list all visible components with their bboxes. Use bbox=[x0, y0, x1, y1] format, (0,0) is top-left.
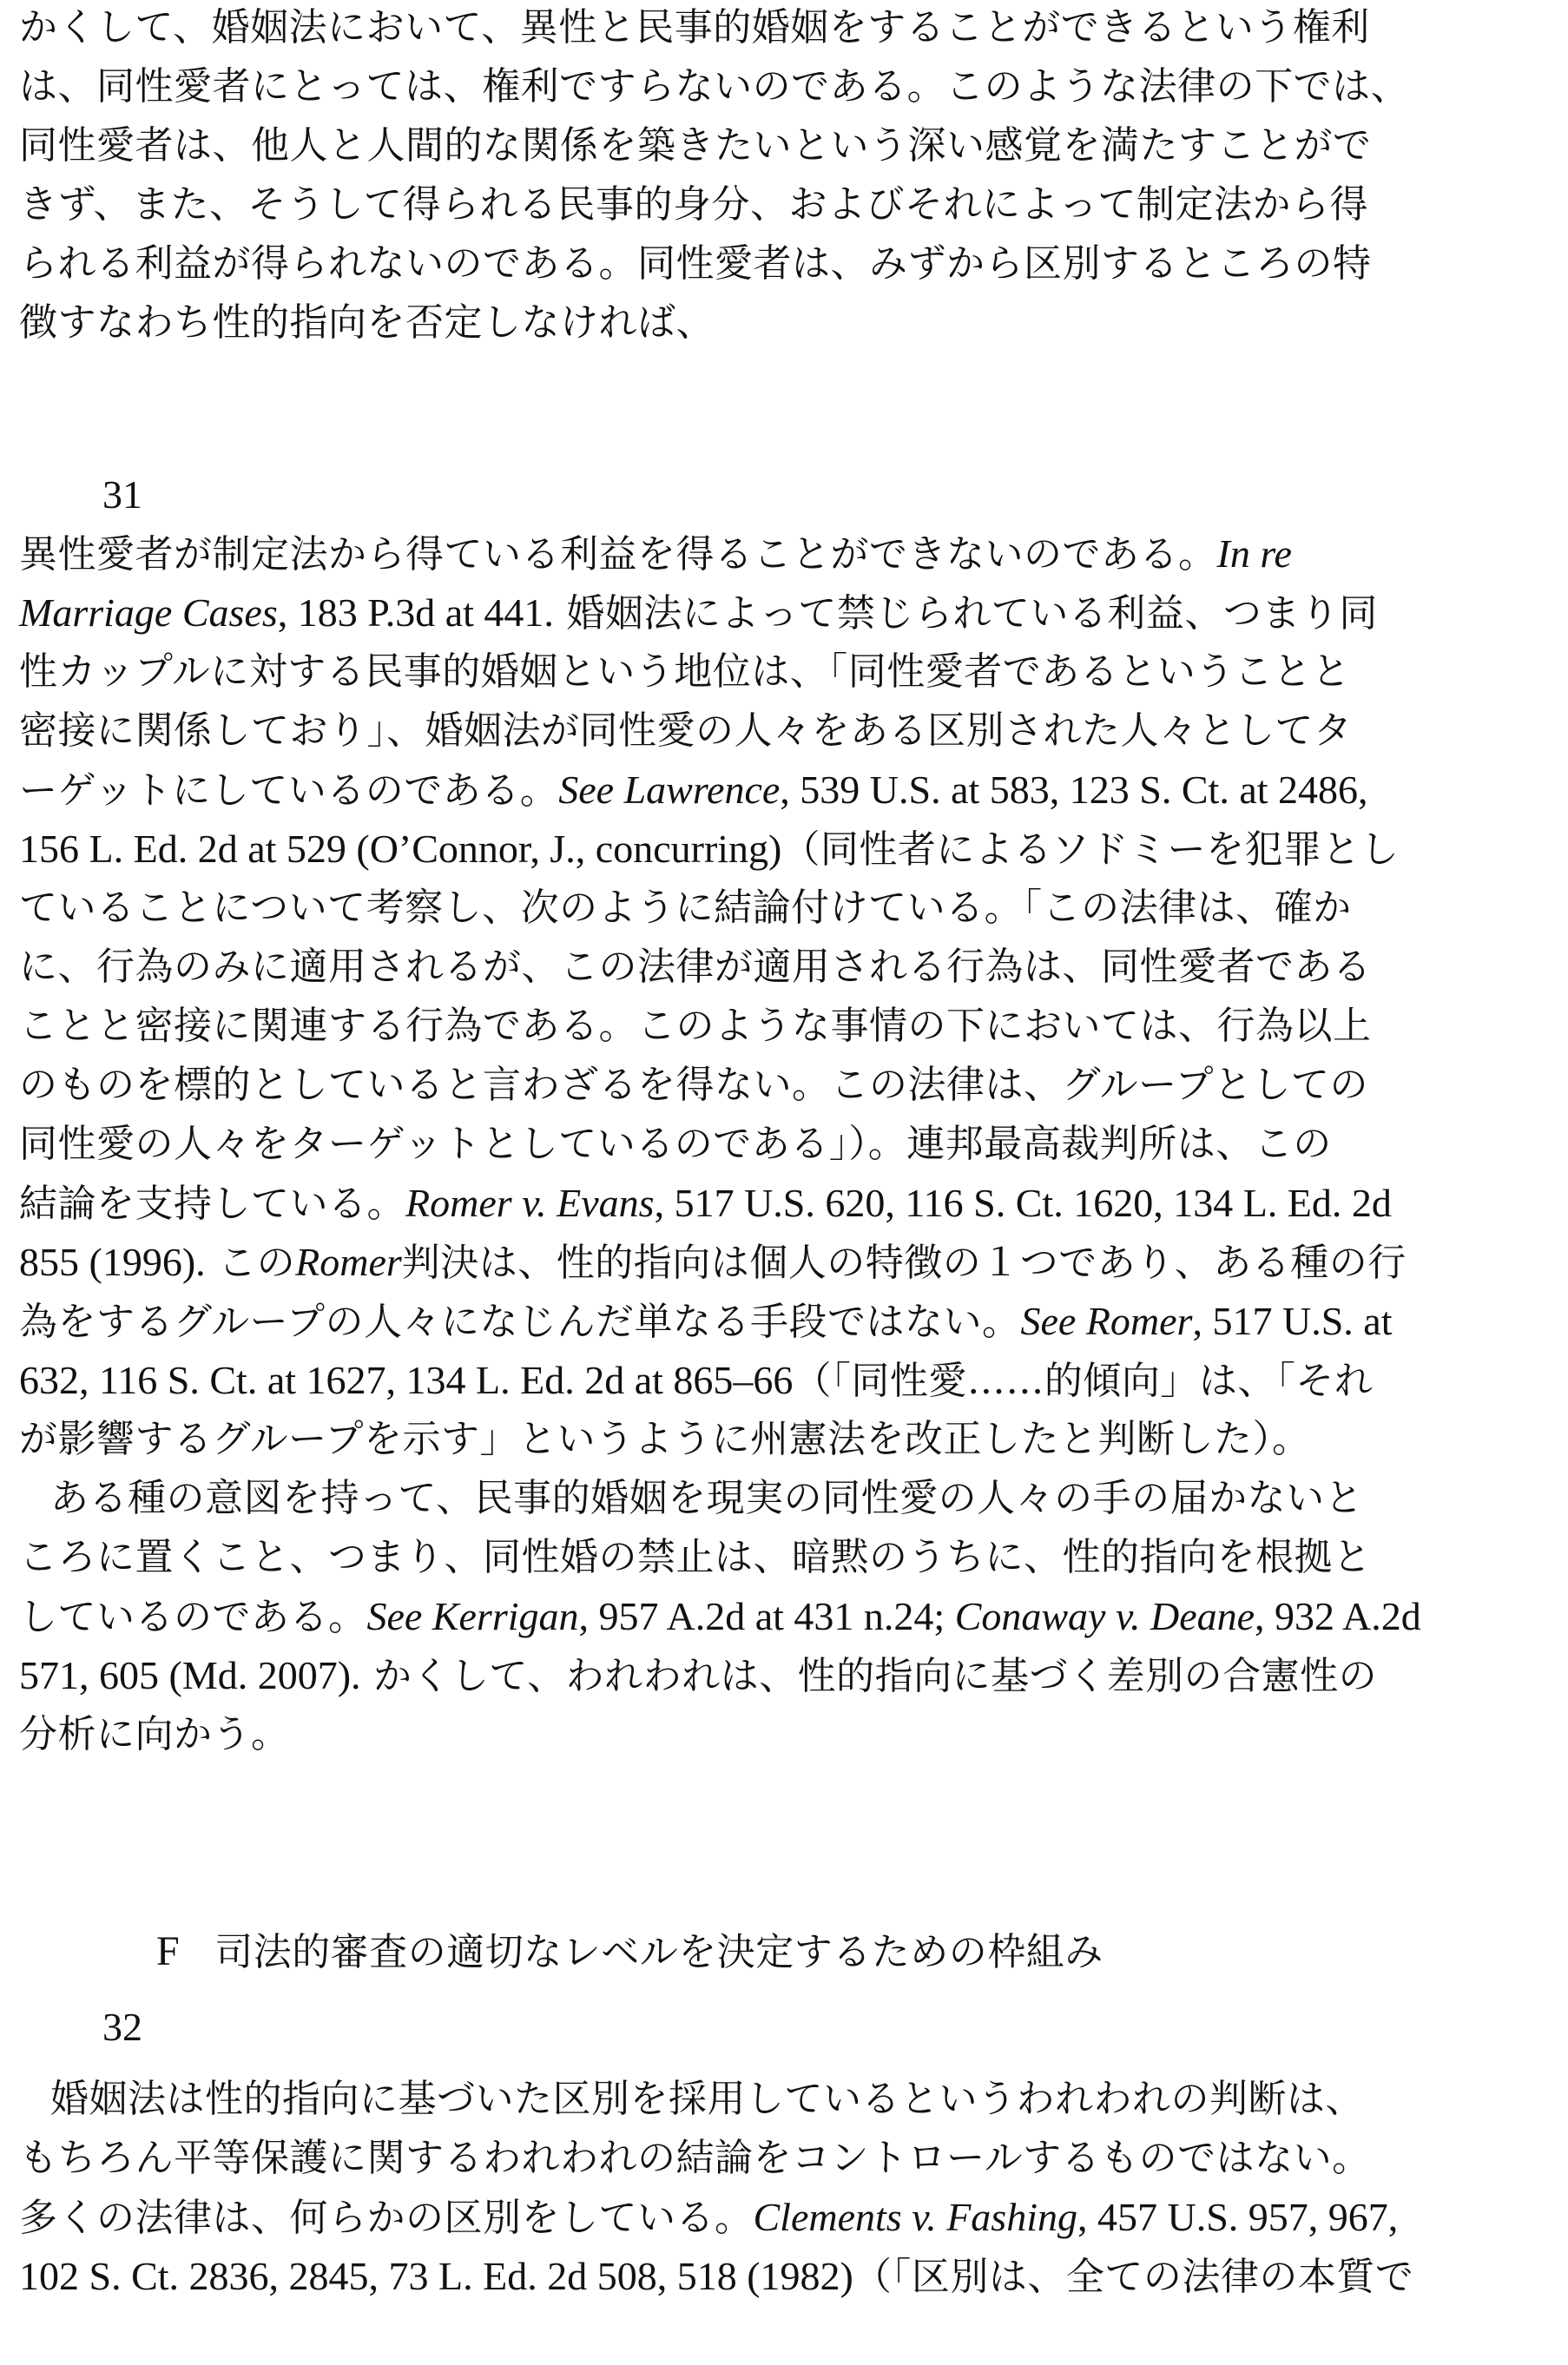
body-text: きず、また、そうして得られる民事的身分、およびそれによって制定法から得 bbox=[19, 182, 1368, 227]
text-line bbox=[19, 998, 1372, 1054]
citation-text: , 539 U.S. at 583, 123 S. Ct. at 2486, bbox=[780, 767, 1368, 812]
body-text: 為をするグループの人々になじんだ単なる手段ではない。 bbox=[19, 1300, 1021, 1344]
section-title: 司法的審査の適切なレベルを決定するための枠組み bbox=[214, 1930, 1104, 1974]
body-text: かくして、婚姻法において、異性と民事的婚姻をすることができるという権利 bbox=[19, 5, 1370, 49]
text-line bbox=[19, 703, 1353, 759]
body-text: 性カップルに対する民事的婚姻という地位は、「同性愛者であるということと bbox=[19, 649, 1351, 694]
body-text: （同性者によるソドミーを犯罪とし bbox=[781, 827, 1400, 872]
citation-text: , 183 P.3d at 441. bbox=[277, 590, 554, 635]
body-text: 密接に関係しており」、婚姻法が同性愛の人々をある区別された人々としてタ bbox=[19, 708, 1353, 753]
text-line bbox=[19, 821, 1400, 877]
text-line bbox=[19, 1353, 1373, 1408]
text-line bbox=[19, 1117, 1332, 1172]
text-line bbox=[19, 1530, 1372, 1585]
body-text: 判決は、性的指向は個人の特徴の１つであり、ある種の行 bbox=[401, 1241, 1407, 1285]
body-text: 結論を支持している。 bbox=[19, 1182, 405, 1226]
case-citation-name: Romer v. Evans bbox=[405, 1181, 655, 1225]
case-citation-name: In re bbox=[1216, 531, 1292, 576]
body-text: 同性愛の人々をターゲットとしているのである」）。連邦最高裁判所は、この bbox=[19, 1122, 1332, 1166]
body-text: 異性愛者が制定法から得ている利益を得ることができないのである。 bbox=[19, 532, 1217, 576]
text-line bbox=[19, 939, 1372, 995]
body-text: ころに置くこと、つまり、同性婚の禁止は、暗黙のうちに、性的指向を根拠と bbox=[19, 1535, 1372, 1579]
text-line bbox=[19, 1412, 1310, 1467]
case-citation-name: Marriage Cases bbox=[19, 590, 278, 635]
text-line bbox=[19, 1176, 1392, 1231]
text-line bbox=[50, 1471, 1363, 1526]
text-line bbox=[19, 1294, 1392, 1349]
text-line bbox=[19, 177, 1368, 233]
section-letter: F bbox=[156, 1928, 181, 1974]
body-text: は、同性愛者にとっては、権利ですらないのである。このような法律の下では、 bbox=[19, 64, 1410, 109]
text-line bbox=[19, 1589, 1421, 1644]
body-text: （「区別は、全ての法律の本質で bbox=[853, 2255, 1414, 2299]
text-line bbox=[19, 236, 1372, 292]
text-line bbox=[19, 644, 1350, 700]
section-heading-f bbox=[156, 1924, 1104, 1980]
citation-text: 855 (1996). bbox=[19, 1240, 206, 1284]
body-text: ーゲットにしているのである。 bbox=[19, 768, 559, 813]
citation-text: 632, 116 S. Ct. at 1627, 134 L. Ed. 2d at 865–66 bbox=[19, 1358, 794, 1402]
body-text: 同性愛者は、他人と人間的な関係を築きたいという深い感覚を満たすことがで bbox=[19, 123, 1372, 168]
text-line bbox=[19, 2131, 1371, 2186]
text-line bbox=[19, 1707, 290, 1762]
text-line bbox=[19, 295, 715, 351]
body-text: この bbox=[205, 1241, 296, 1285]
text-line bbox=[19, 526, 1292, 582]
footnote-number-31: 31 bbox=[102, 472, 142, 517]
text-line bbox=[19, 1235, 1407, 1290]
citation-text: , 932 A.2d bbox=[1255, 1594, 1421, 1638]
body-text: が影響するグループを示す」というように州憲法を改正したと判断した）。 bbox=[19, 1417, 1311, 1461]
citation-text: 571, 605 (Md. 2007). bbox=[19, 1653, 361, 1697]
body-text: ていることについて考察し、次のように結論付けている。「この法律は、確か bbox=[19, 886, 1352, 930]
body-text: られる利益が得られないのである。同性愛者は、みずから区別するところの特 bbox=[19, 241, 1372, 286]
body-text: 分析に向かう。 bbox=[19, 1712, 290, 1756]
body-text: ことと密接に関連する行為である。このような事情の下においては、行為以上 bbox=[19, 1004, 1372, 1048]
case-citation-name: Romer bbox=[295, 1240, 402, 1284]
text-line bbox=[50, 2072, 1364, 2127]
case-citation-name: See Romer bbox=[1020, 1299, 1193, 1343]
text-line bbox=[19, 59, 1409, 115]
footnote-number-32: 32 bbox=[102, 2005, 142, 2049]
citation-text: , 957 A.2d at 431 n.24; bbox=[578, 1594, 955, 1638]
text-line bbox=[19, 118, 1372, 174]
body-text: もちろん平等保護に関するわれわれの結論をコントロールするものではない。 bbox=[19, 2136, 1371, 2180]
citation-text: , 517 U.S. 620, 116 S. Ct. 1620, 134 L. Ed. 2d bbox=[654, 1181, 1392, 1225]
body-text: しているのである。 bbox=[19, 1595, 367, 1639]
case-citation-name: See Lawrence bbox=[558, 767, 781, 812]
citation-text: 102 S. Ct. 2836, 2845, 73 L. Ed. 2d 508, 518 (1982) bbox=[19, 2254, 853, 2298]
case-citation-name: Conaway v. Deane bbox=[954, 1594, 1255, 1638]
body-text: 婚姻法によって禁じられている利益、つまり同 bbox=[553, 591, 1378, 636]
body-text: 婚姻法は性的指向に基づいた区別を採用しているというわれわれの判断は、 bbox=[50, 2077, 1364, 2121]
body-text: ある種の意図を持って、民事的婚姻を現実の同性愛の人々の手の届かないと bbox=[50, 1476, 1364, 1520]
citation-text: , 517 U.S. at bbox=[1192, 1299, 1393, 1343]
text-line bbox=[19, 880, 1352, 936]
text-line bbox=[19, 2249, 1413, 2304]
citation-text: 156 L. Ed. 2d at 529 (O’Connor, J., concurring) bbox=[19, 827, 782, 871]
case-citation-name: Clements v. Fashing bbox=[753, 2195, 1077, 2239]
body-text: 多くの法律は、何らかの区別をしている。 bbox=[19, 2196, 754, 2240]
citation-text: , 457 U.S. 957, 967, bbox=[1077, 2195, 1399, 2239]
text-line bbox=[19, 762, 1368, 818]
body-text: に、行為のみに適用されるが、この法律が適用される行為は、同性愛者である bbox=[19, 945, 1372, 989]
body-text: 徴すなわち性的指向を否定しなければ、 bbox=[19, 300, 715, 345]
body-text: かくして、われわれは、性的指向に基づく差別の合憲性の bbox=[360, 1654, 1378, 1698]
body-text: のものを標的としていると言わざるを得ない。この法律は、グループとしての bbox=[19, 1063, 1368, 1107]
case-citation-name: See Kerrigan bbox=[366, 1594, 579, 1638]
text-line bbox=[19, 1057, 1368, 1113]
text-line bbox=[19, 2190, 1398, 2245]
body-text: （「同性愛……的傾向」は、「それ bbox=[793, 1359, 1374, 1403]
text-line bbox=[19, 0, 1370, 56]
text-line bbox=[19, 585, 1378, 641]
text-line bbox=[19, 1648, 1377, 1703]
